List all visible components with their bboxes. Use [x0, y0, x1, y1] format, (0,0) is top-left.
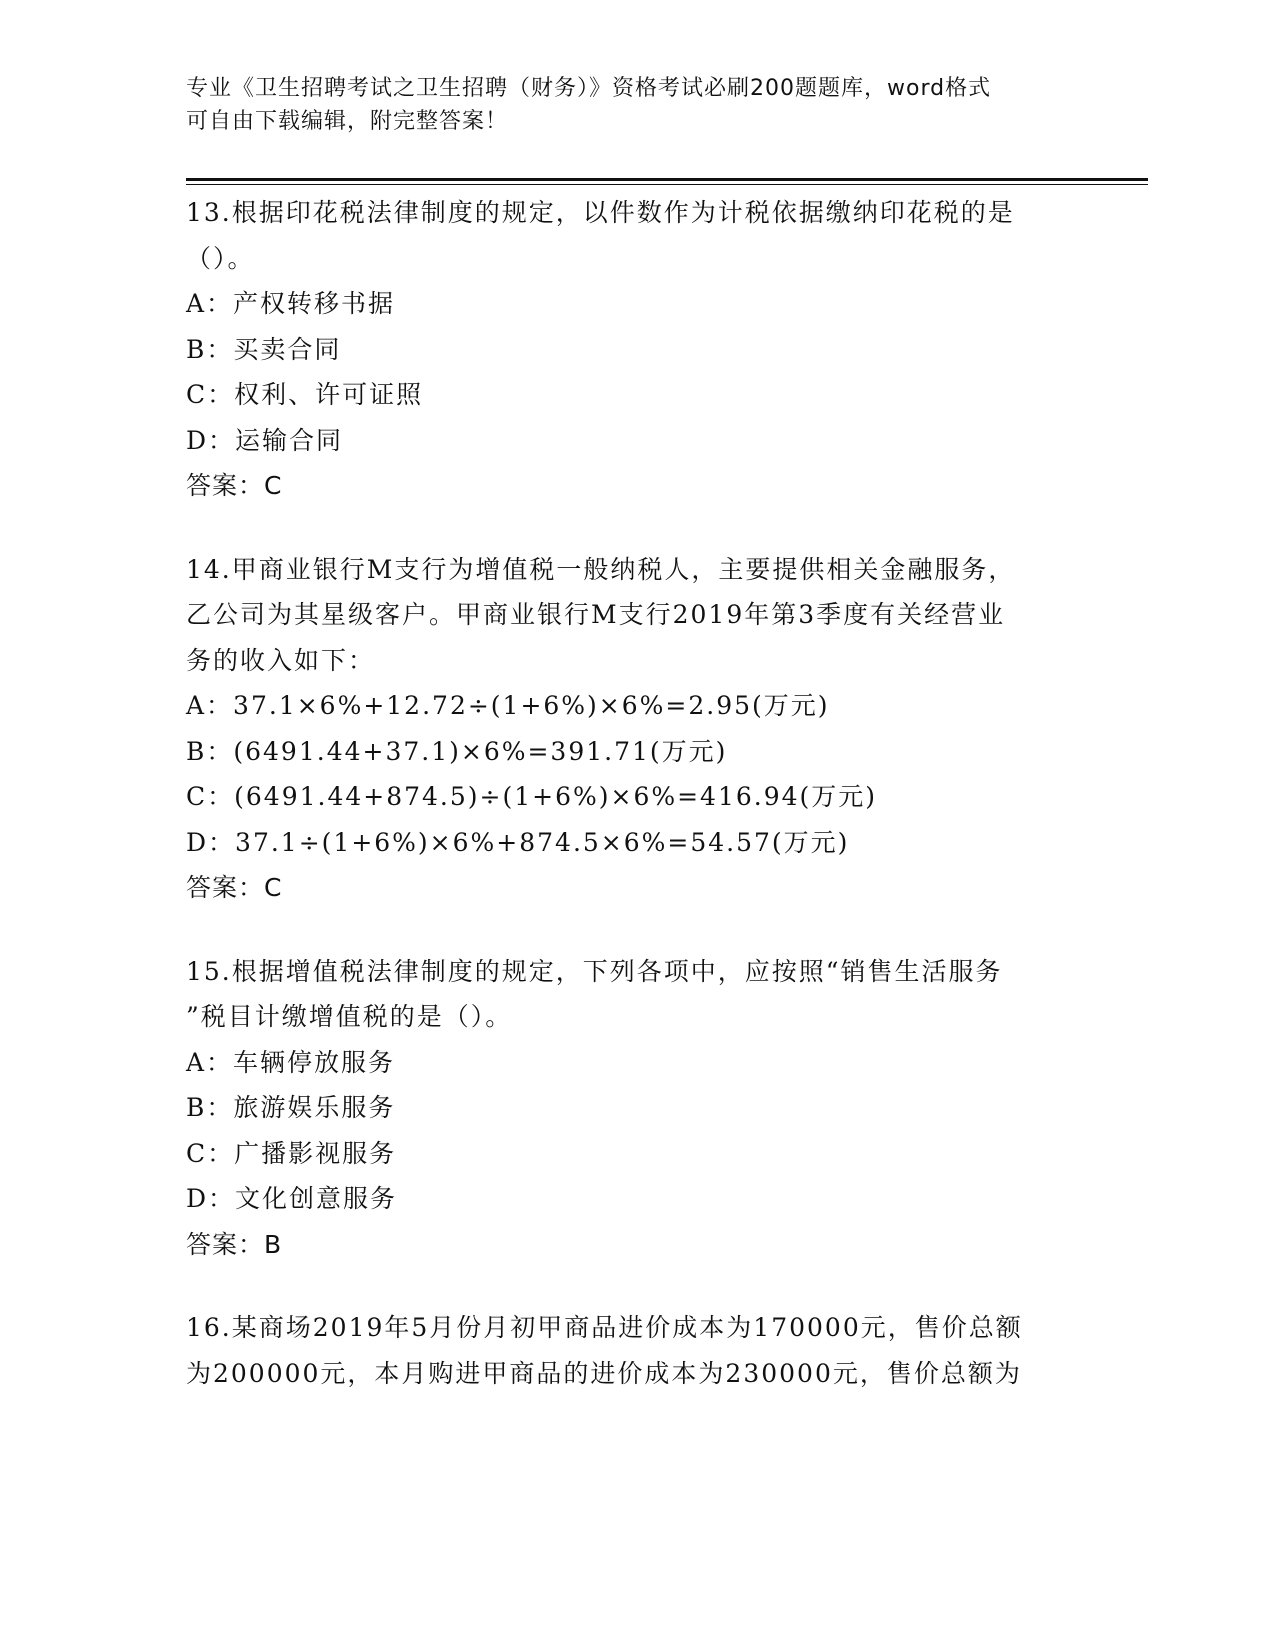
question-14 — [186, 547, 1076, 911]
option-d: D：文化创意服务 — [186, 1184, 398, 1213]
header-line-1: 专业《卫生招聘考试之卫生招聘（财务）》资格考试必刷200题题库，word格式 — [186, 76, 992, 101]
question-stem: 13.根据印花税法律制度的规定，以件数作为计税依据缴纳印花税的是 — [186, 198, 1015, 227]
question-15 — [186, 949, 1076, 1268]
question-stem: 务的收入如下： — [186, 645, 376, 675]
document-header — [186, 72, 1086, 138]
question-list — [186, 190, 1076, 1434]
question-stem: 14.甲商业银行M支行为增值税一般纳税人，主要提供相关金融服务， — [186, 554, 1016, 584]
header-rule-thick — [186, 178, 1148, 181]
header-line-2: 可自由下载编辑，附完整答案！ — [186, 109, 509, 134]
question-16 — [186, 1305, 1076, 1396]
option-c: C：权利、许可证照 — [186, 380, 424, 409]
question-stem: （）。 — [186, 243, 255, 273]
option-b: B：买卖合同 — [186, 334, 342, 364]
answer-line: 答案：C — [186, 873, 283, 902]
option-a: A：车辆停放服务 — [186, 1047, 396, 1077]
option-d: D：37.1÷(1+6%)×6%+874.5×6%=54.57(万元) — [186, 827, 850, 857]
question-stem: 为200000元，本月购进甲商品的进价成本为230000元，售价总额为 — [186, 1358, 1022, 1388]
question-stem: 乙公司为其星级客户。甲商业银行M支行2019年第3季度有关经营业 — [186, 600, 1006, 629]
question-stem: 15.根据增值税法律制度的规定，下列各项中，应按照“销售生活服务 — [186, 956, 1003, 986]
option-b: B：(6491.44+37.1)×6%=391.71(万元) — [186, 736, 728, 766]
header-rule-thin — [186, 184, 1148, 185]
option-a: A：37.1×6%+12.72÷(1+6%)×6%=2.95(万元) — [186, 691, 830, 720]
answer-line: 答案：C — [186, 471, 283, 500]
option-b: B：旅游娱乐服务 — [186, 1093, 396, 1122]
option-d: D：运输合同 — [186, 425, 344, 455]
option-c: C：(6491.44+874.5)÷(1+6%)×6%=416.94(万元) — [186, 782, 878, 811]
question-13 — [186, 190, 1076, 509]
option-a: A：产权转移书据 — [186, 289, 396, 318]
option-c: C：广播影视服务 — [186, 1138, 397, 1168]
question-stem: 16.某商场2019年5月份月初甲商品进价成本为170000元，售价总额 — [186, 1313, 1023, 1342]
answer-line: 答案：B — [186, 1229, 283, 1259]
question-stem: ”税目计缴增值税的是（）。 — [186, 1002, 513, 1031]
